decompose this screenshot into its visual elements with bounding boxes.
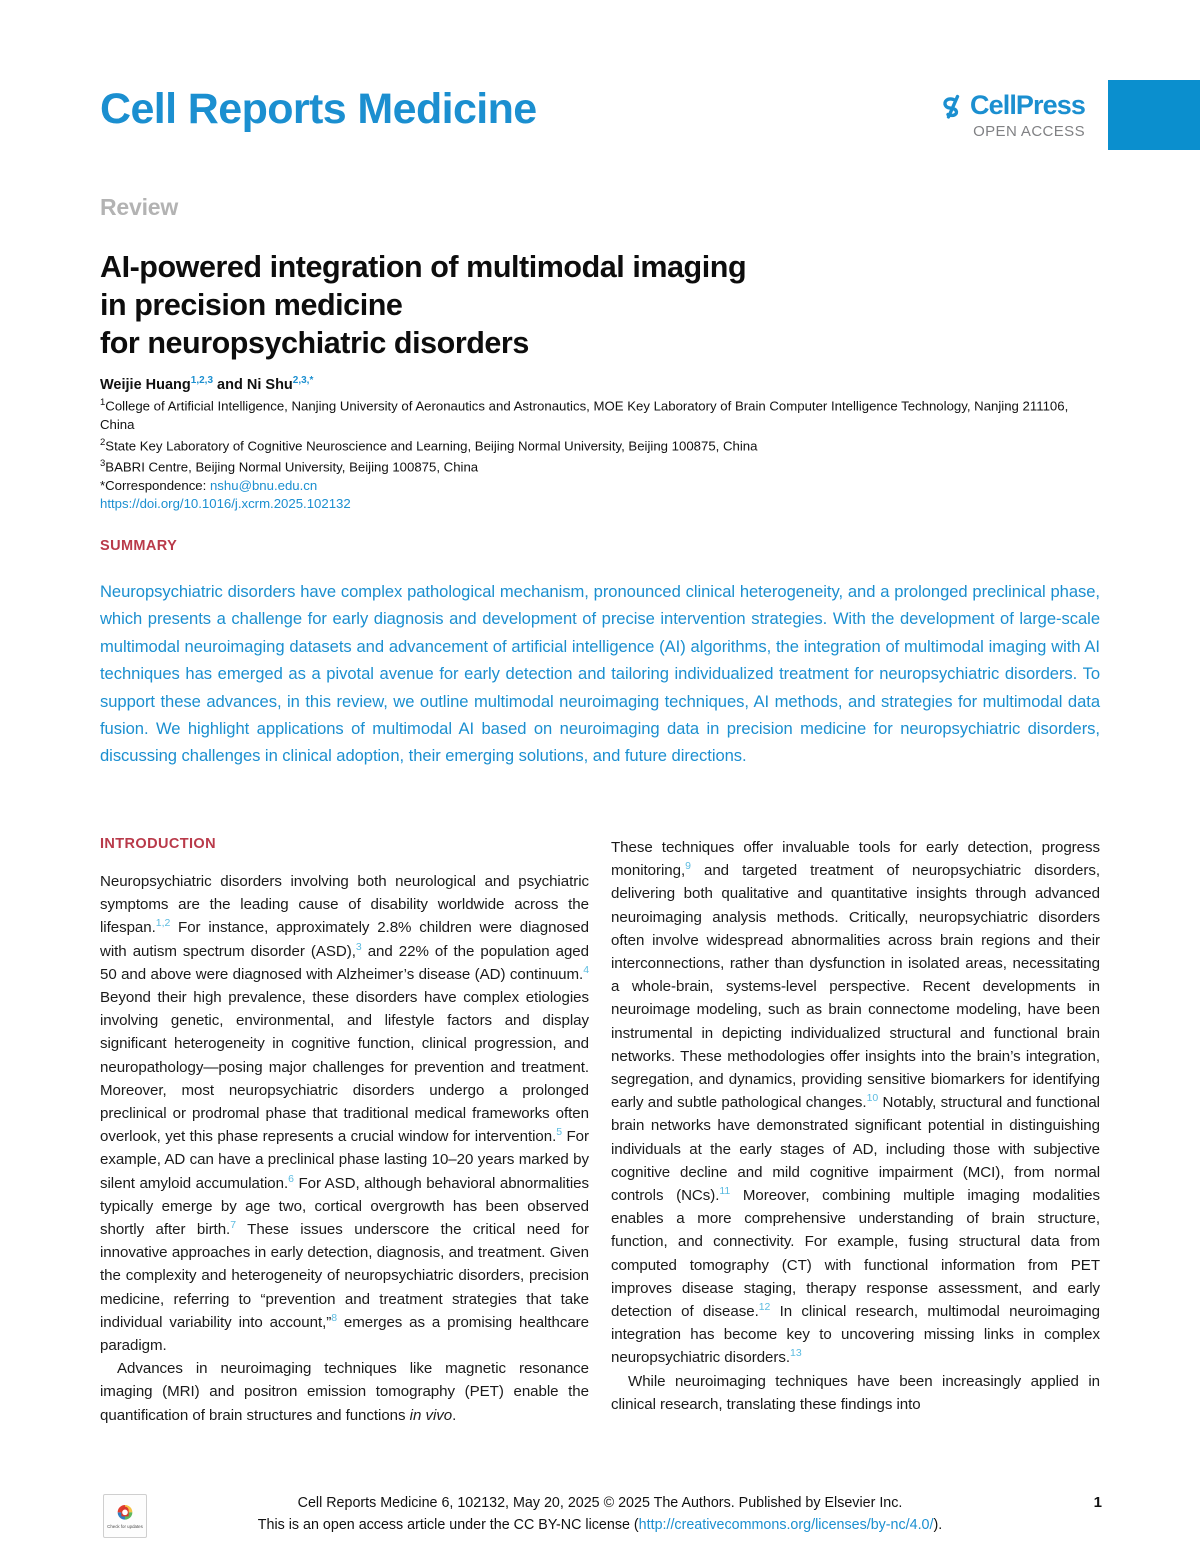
affiliations-block xyxy=(100,394,1100,495)
article-type-label: Review xyxy=(100,194,179,220)
blue-corner-block xyxy=(1108,80,1200,150)
affiliation-2: $^2$State Key Laboratory of Cognitive Neuroscience and Learning, Beijing Normal University, Beijing 100875, China xyxy=(100,436,758,454)
page-title xyxy=(100,248,1000,362)
cellpress-branding xyxy=(915,92,1085,140)
cellpress-logo-icon xyxy=(938,93,964,119)
title-line-2: in precision medicine xyxy=(100,288,403,323)
paragraph: While neuroimaging techniques have been increasingly applied in clinical research, translating these findings into xyxy=(611,1372,1100,1413)
affiliation-1: $^1$College of Artificial Intelligence, Nanjing University of Aeronautics and Astronautics, MOE Key Laboratory of Brain Computer Intelligence Technology, Nanjing 211106, China xyxy=(100,397,1069,432)
correspondence-line[interactable]: *Correspondence: nshu@bnu.edu.cn xyxy=(100,477,318,493)
summary-heading: SUMMARY xyxy=(100,538,178,554)
paragraph: These techniques offer invaluable tools for early detection, progress monitoring,$^9$ and targeted treatment of neuropsychiatric disorders, delivering both qualitative and quantitative insights through advanced neuroimaging analysis methods. Critically, neuropsychiatric disorders often involve widespread abnormalities across brain regions and their interconnections, rather than dysfunction in isolated areas, necessitating a whole-brain, systems-level perspective. Recent developments in neuroimage modeling, such as brain connectome modeling, have been instrumental in depicting individualized structural and functional brain networks. These methodologies offer insights into the brain’s integration, segregation, and dynamics, providing sensitive biomarkers for identifying early and subtle pathological changes.$^{10}$ Notably, structural and functional brain networks have demonstrated significant potential in distinguishing individuals at the early stages of AD, including those with subjective cognitive decline and mild cognitive impairment (MCI), from normal controls (NCs).$^{11}$ Moreover, combining multiple imaging modalities enables a more comprehensive understanding of brain structure, function, and connectivity. For example, fusing structural data from computed tomography (CT) with functional information from PET improves disease staging, therapy response assessment, and early detection of disease.$^{12}$ In clinical research, multimodal neuroimaging integration has become key to uncovering missing links in complex neuropsychiatric disorders.$^{13}$ xyxy=(611,839,1100,1367)
masthead xyxy=(0,0,1200,165)
author-list: Weijie Huang$^{1,2,3}$ and Ni Shu$^{2,3,*}$ xyxy=(100,375,314,393)
license-link[interactable]: http://creativecommons.org/licenses/by-nc/4.0/ xyxy=(638,1517,934,1533)
crossmark-label: Check for updates xyxy=(107,1523,143,1529)
section-heading-introduction: INTRODUCTION xyxy=(100,836,216,852)
title-line-1: AI-powered integration of multimodal imaging xyxy=(100,250,747,285)
open-access-label: OPEN ACCESS xyxy=(973,123,1085,140)
column-left xyxy=(100,836,589,1456)
column-right xyxy=(611,836,1100,1456)
affiliation-3: $^3$BABRI Centre, Beijing Normal University, Beijing 100875, China xyxy=(100,458,479,475)
doi-link[interactable]: https://doi.org/10.1016/j.xcrm.2025.102132 xyxy=(100,496,351,511)
license-suffix: ). xyxy=(933,1517,943,1533)
page-number: 1 xyxy=(1093,1494,1102,1511)
paragraph: Advances in neuroimaging techniques like magnetic resonance imaging (MRI) and positron emission tomography (PET) enable the quantification of brain structures and functions in vivo. xyxy=(100,1360,589,1424)
license-prefix: This is an open access article under the CC BY-NC license ( xyxy=(257,1517,639,1533)
body-columns xyxy=(100,836,1100,1456)
summary-text: Neuropsychiatric disorders have complex pathological mechanism, pronounced clinical heterogeneity, and a prolonged preclinical phase, which presents a challenge for early diagnosis and development of precise intervention strategies. With the development of large-scale multimodal neuroimaging datasets and advancement of artificial intelligence (AI) algorithms, the integration of multimodal imaging with AI techniques has emerged as a pivotal avenue for early detection and tailoring individualized treatment for neuropsychiatric disorders. To support these advances, in this review, we outline multimodal neuroimaging techniques, AI methods, and strategies for multimodal data fusion. We highlight applications of multimodal AI based on neuroimaging data in precision medicine for neuropsychiatric disorders, discussing challenges in clinical adoption, their emerging solutions, and future directions. xyxy=(100,582,1100,766)
footer-line-2 xyxy=(0,1514,1200,1536)
cellpress-wordmark: CellPress xyxy=(970,90,1085,120)
footer-line-1: Cell Reports Medicine 6, 102132, May 20, 2025 © 2025 The Authors. Published by Elsevier Inc. xyxy=(297,1495,903,1511)
journal-title: Cell Reports Medicine xyxy=(100,85,537,133)
footer-citation xyxy=(0,1492,1200,1536)
title-line-3: for neuropsychiatric disorders xyxy=(100,326,529,361)
paragraph: Neuropsychiatric disorders involving both neurological and psychiatric symptoms are the leading cause of disability worldwide across the lifespan.$^{1,2}$ For instance, approximately 2.8% children were diagnosed with autism spectrum disorder (ASD),$^3$ and 22% of the population aged 50 and above were diagnosed with Alzheimer’s disease (AD) continuum.$^4$ Beyond their high prevalence, these disorders have complex etiologies involving genetic, environmental, and lifestyle factors and display significant heterogeneity in cognitive function, clinical progression, and neuropathology—posing major challenges for prevention and treatment. Moreover, most neuropsychiatric disorders undergo a prolonged preclinical or prodromal phase that traditional medical frameworks often overlook, yet this phase represents a crucial window for intervention.$^5$ For example, AD can have a preclinical phase lasting 10–20 years marked by silent amyloid accumulation.$^6$ For ASD, although behavioral abnormalities typically emerge by age two, cortical overgrowth has been observed shortly after birth.$^7$ These issues underscore the critical need for innovative approaches in early detection, diagnosis, and treatment. Given the complexity and heterogeneity of neuropsychiatric disorders, precision medicine, referring to “prevention and treatment strategies that take individual variability into account,”$^8$ emerges as a promising healthcare paradigm. xyxy=(100,873,589,1355)
